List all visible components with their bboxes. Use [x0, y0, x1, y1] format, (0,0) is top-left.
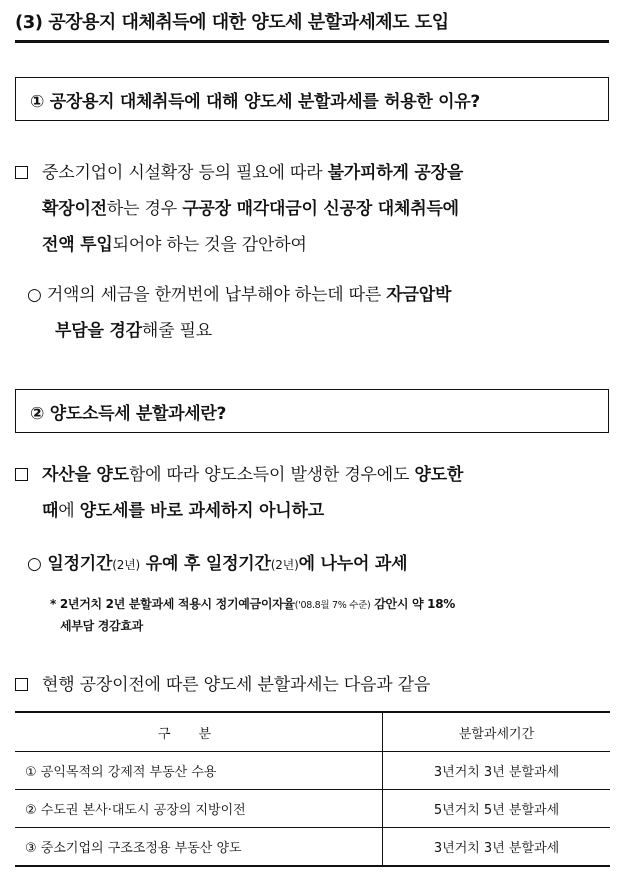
section1-paragraph1 — [15, 155, 615, 263]
title-divider — [15, 40, 609, 43]
section2-heading: ② 양도소득세 분할과세란? — [30, 403, 227, 424]
table-row — [15, 828, 610, 867]
emphasis-text: 자금압박 — [386, 285, 452, 305]
text-span: 세부담 경감효과 — [60, 619, 143, 633]
table-cell: ① 공익목적의 강제적 부동산 수용 — [15, 752, 383, 790]
section1-heading-box — [15, 77, 609, 121]
square-bullet-icon — [15, 166, 28, 179]
section2-heading-box — [15, 389, 609, 433]
text-span: 에 — [58, 501, 80, 521]
table-cell: ② 수도권 본사·대도시 공장의 지방이전 — [15, 790, 383, 828]
column-header-period: 분할과세기간 — [383, 712, 611, 752]
table-cell: 3년거치 3년 분할과세 — [383, 752, 611, 790]
text-span: 중소기업이 시설확장 등의 필요에 따라 — [42, 163, 328, 183]
table-header-row — [15, 712, 610, 752]
text-span: 에 나누어 과세 — [298, 554, 408, 574]
column-header-category: 구분 — [15, 712, 383, 752]
text-span: 감안시 약 18% — [370, 597, 455, 611]
page-title: (3) 공장용지 대체취득에 대한 양도세 분할과세제도 도입 — [15, 12, 449, 33]
square-bullet-icon — [15, 468, 28, 481]
text-span: (2년) — [270, 558, 299, 572]
emphasis-text: 구공장 매각대금이 신공장 대체취득에 — [182, 199, 459, 219]
table-row — [15, 752, 610, 790]
section3-intro — [15, 667, 615, 703]
emphasis-text: 양도한 — [414, 465, 464, 485]
text-span: ○ 거액의 세금을 한꺼번에 납부해야 하는데 따른 — [27, 285, 387, 305]
section1-paragraph2 — [27, 277, 617, 349]
text-span: * 2년거치 2년 분할과세 적용시 정기예금이자율 — [50, 597, 295, 611]
text-span: 해줄 필요 — [141, 321, 212, 341]
section2-paragraph1 — [15, 457, 615, 529]
footnote — [50, 594, 455, 636]
square-bullet-icon — [15, 678, 28, 691]
text-span: ('08.8월 7% 수준) — [294, 600, 371, 611]
text-span: 되어야 하는 것을 감안하여 — [112, 235, 307, 255]
text-span: 하는 경우 — [106, 199, 183, 219]
emphasis-text: 자산을 양도 — [42, 465, 129, 485]
text-span: ○ 일정기간 — [27, 554, 113, 574]
emphasis-text: 불가피하게 공장을 — [327, 163, 464, 183]
text-span: 함에 따라 양도소득이 발생한 경우에도 — [128, 465, 415, 485]
emphasis-text: 확장이전 — [42, 199, 107, 219]
section1-heading: ① 공장용지 대체취득에 대해 양도세 분할과세를 허용한 이유? — [30, 91, 480, 112]
section2-paragraph2 — [27, 546, 617, 583]
text-span: 현행 공장이전에 따른 양도세 분할과세는 다음과 같음 — [42, 675, 431, 695]
table-row — [15, 790, 610, 828]
emphasis-text: 부담을 경감 — [55, 321, 142, 341]
text-span: 유예 후 일정기간 — [140, 554, 271, 574]
table-cell: 5년거치 5년 분할과세 — [383, 790, 611, 828]
emphasis-text: 양도세를 바로 과세하지 아니하고 — [79, 501, 324, 521]
tax-period-table — [15, 711, 610, 867]
table-cell: 3년거치 3년 분할과세 — [383, 828, 611, 867]
emphasis-text: 때 — [42, 501, 59, 521]
emphasis-text: 전액 투입 — [42, 235, 113, 255]
table-cell: ③ 중소기업의 구조조정용 부동산 양도 — [15, 828, 383, 867]
text-span: (2년) — [112, 558, 141, 572]
